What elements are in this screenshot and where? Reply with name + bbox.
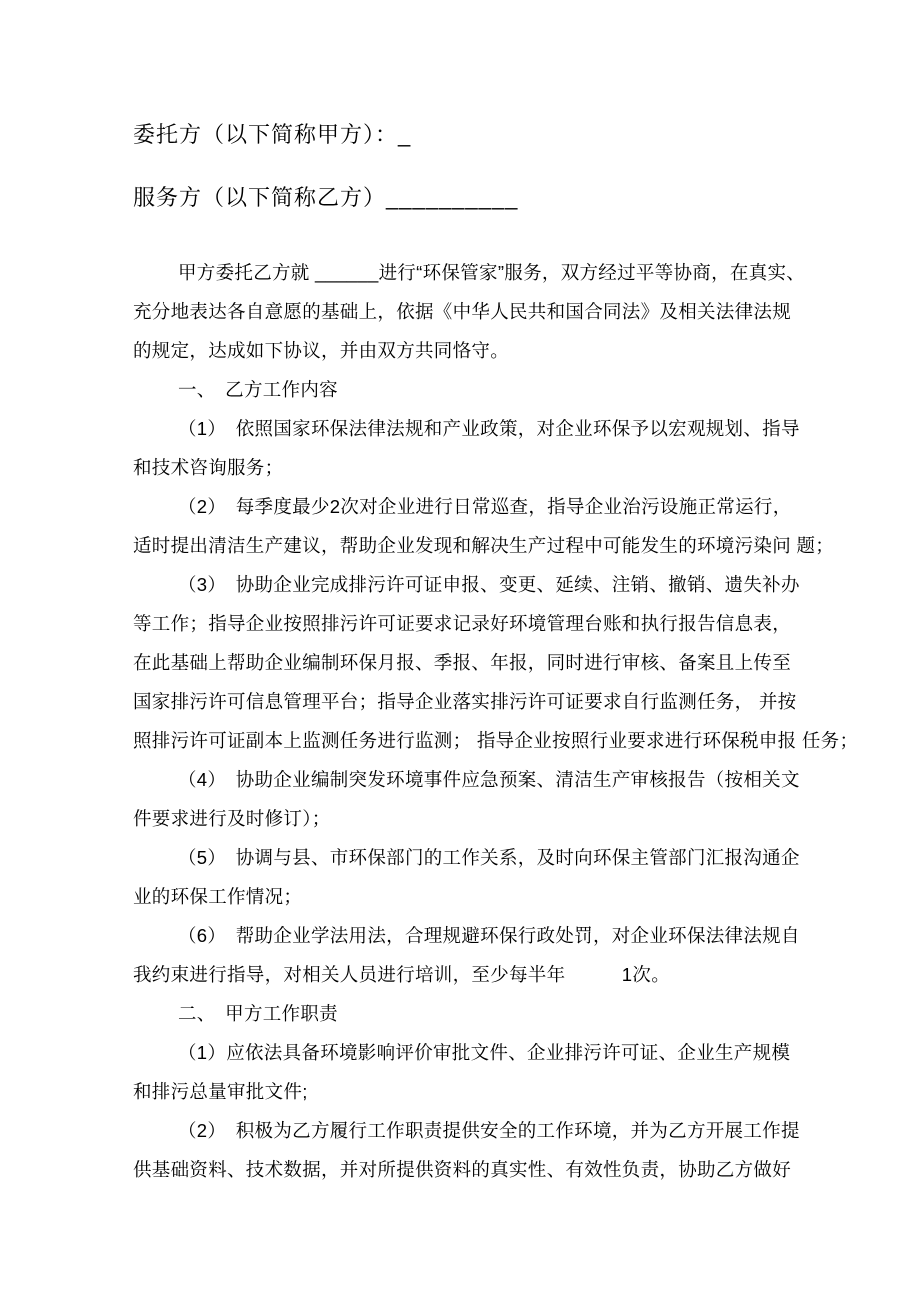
document-line: 的规定，达成如下协议，并由双方共同恪守。 <box>133 340 510 361</box>
document-line: 国家排污许可信息管理平台；指导企业落实排污许可证要求自行监测任务， 并按 <box>133 691 797 712</box>
document-line: 和技术咨询服务； <box>133 457 284 478</box>
document-line: （2） 积极为乙方履行工作职责提供安全的工作环境，并为乙方开展工作提 <box>178 1120 800 1141</box>
document-line: 业的环保工作情况； <box>133 886 303 907</box>
document-line: 件要求进行及时修订）； <box>133 808 331 829</box>
document-line: （2） 每季度最少2次对企业进行日常巡查，指导企业治污设施正常运行， <box>178 496 792 517</box>
section-heading-1: 一、 乙方工作内容 <box>178 379 338 400</box>
document-line: （4） 协助企业编制突发环境事件应急预案、清洁生产审核报告（按相关文 <box>178 769 800 790</box>
document-line: 照排污许可证副本上监测任务进行监测； 指导企业按照行业要求进行环保税申报 任务； <box>133 730 859 751</box>
document-line: （6） 帮助企业学法用法，合理规避环保行政处罚，对企业环保法律法规自 <box>178 925 800 946</box>
document-line: 等工作；指导企业按照排污许可证要求记录好环境管理台账和执行报告信息表， <box>133 613 792 634</box>
party-a-title-line: 委托方（以下简称甲方）：_ <box>133 122 412 147</box>
party-b-title-line: 服务方（以下简称乙方）__________ <box>133 185 519 210</box>
document-line: 和排污总量审批文件; <box>133 1081 308 1102</box>
section-heading-2: 二、 甲方工作职责 <box>178 1003 338 1024</box>
document-line: 我约束进行指导，对相关人员进行培训，至少每半年 1次。 <box>133 964 670 985</box>
document-line: 甲方委托乙方就 ______进行“环保管家”服务，双方经过平等协商，在真实、 <box>178 262 806 283</box>
document-line: （1） 依照国家环保法律法规和产业政策，对企业环保予以宏观规划、指导 <box>178 418 800 439</box>
document-line: 供基础资料、技术数据，并对所提供资料的真实性、有效性负责，协助乙方做好 <box>133 1159 792 1180</box>
document-line: （1）应依法具备环境影响评价审批文件、企业排污许可证、企业生产规模 <box>178 1042 791 1063</box>
document-body <box>133 253 920 1189</box>
document-line: （5） 协调与县、市环保部门的工作关系，及时向环保主管部门汇报沟通企 <box>178 847 800 868</box>
document-line: 充分地表达各自意愿的基础上，依据《中华人民共和国合同法》及相关法律法规 <box>133 301 792 322</box>
document-line: 在此基础上帮助企业编制环保月报、季报、年报，同时进行审核、备案且上传至 <box>133 652 792 673</box>
document-content <box>133 122 920 1189</box>
document-line: 适时提出清洁生产建议，帮助企业发现和解决生产过程中可能发生的环境污染问 题； <box>133 535 835 556</box>
document-line: （3） 协助企业完成排污许可证申报、变更、延续、注销、撤销、遗失补办 <box>178 574 800 595</box>
